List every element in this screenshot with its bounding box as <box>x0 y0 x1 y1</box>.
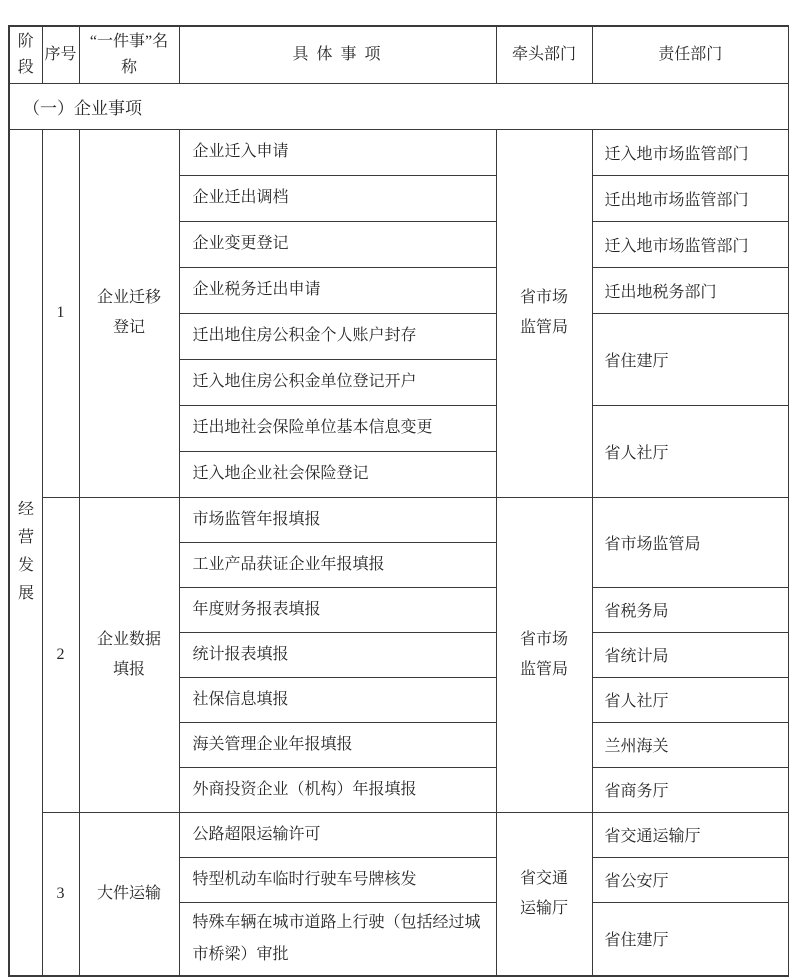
resp-cell: 迁出地市场监管部门 <box>592 175 789 221</box>
resp-cell: 迁入地市场监管部门 <box>592 129 789 175</box>
seq-cell: 3 <box>42 812 79 976</box>
name-cell: 企业迁移登记 <box>79 129 179 497</box>
header-seq: 序号 <box>42 26 79 83</box>
lead-cell: 省市场监管局 <box>496 129 592 497</box>
seq-cell: 2 <box>42 497 79 812</box>
table-row <box>9 497 789 542</box>
resp-cell: 省税务局 <box>592 587 789 632</box>
item-cell: 迁入地住房公积金单位登记开户 <box>179 359 496 405</box>
item-cell: 年度财务报表填报 <box>179 587 496 632</box>
header-name: “一件事”名称 <box>79 26 179 83</box>
header-specific-items: 具 体 事 项 <box>179 26 496 83</box>
table-row <box>9 812 789 857</box>
stage-cell: 经营发展 <box>9 129 42 976</box>
lead-cell: 省交通运输厅 <box>496 812 592 976</box>
name-cell: 大件运输 <box>79 812 179 976</box>
item-cell: 企业税务迁出申请 <box>179 267 496 313</box>
table-header <box>9 26 789 83</box>
item-cell: 迁出地社会保险单位基本信息变更 <box>179 405 496 451</box>
resp-cell: 迁入地市场监管部门 <box>592 221 789 267</box>
item-cell: 迁出地住房公积金个人账户封存 <box>179 313 496 359</box>
resp-cell: 省交通运输厅 <box>592 812 789 857</box>
item-cell: 海关管理企业年报填报 <box>179 722 496 767</box>
item-cell: 企业迁出调档 <box>179 175 496 221</box>
resp-cell: 省商务厅 <box>592 767 789 812</box>
resp-cell: 省统计局 <box>592 632 789 677</box>
item-cell: 特殊车辆在城市道路上行驶（包括经过城市桥梁）审批 <box>179 902 496 976</box>
item-cell: 外商投资企业（机构）年报填报 <box>179 767 496 812</box>
item-cell: 社保信息填报 <box>179 677 496 722</box>
section-title: （一）企业事项 <box>9 83 789 129</box>
header-stage: 阶段 <box>9 26 42 83</box>
header-row <box>9 26 789 83</box>
matters-table <box>8 25 789 977</box>
item-cell: 企业变更登记 <box>179 221 496 267</box>
section-row <box>9 83 789 129</box>
lead-cell: 省市场监管局 <box>496 497 592 812</box>
resp-cell: 省公安厅 <box>592 857 789 902</box>
item-cell: 工业产品获证企业年报填报 <box>179 542 496 587</box>
item-cell: 统计报表填报 <box>179 632 496 677</box>
resp-cell: 省市场监管局 <box>592 497 789 587</box>
item-cell: 公路超限运输许可 <box>179 812 496 857</box>
seq-cell: 1 <box>42 129 79 497</box>
item-cell: 迁入地企业社会保险登记 <box>179 451 496 497</box>
resp-cell: 迁出地税务部门 <box>592 267 789 313</box>
name-cell: 企业数据填报 <box>79 497 179 812</box>
header-resp-dept: 责任部门 <box>592 26 789 83</box>
resp-cell: 省人社厅 <box>592 677 789 722</box>
table-body <box>9 83 789 976</box>
table-row <box>9 129 789 175</box>
resp-cell: 省住建厅 <box>592 313 789 405</box>
resp-cell: 省住建厅 <box>592 902 789 976</box>
header-lead-dept: 牵头部门 <box>496 26 592 83</box>
resp-cell: 兰州海关 <box>592 722 789 767</box>
resp-cell: 省人社厅 <box>592 405 789 497</box>
item-cell: 特型机动车临时行驶车号牌核发 <box>179 857 496 902</box>
item-cell: 市场监管年报填报 <box>179 497 496 542</box>
item-cell: 企业迁入申请 <box>179 129 496 175</box>
